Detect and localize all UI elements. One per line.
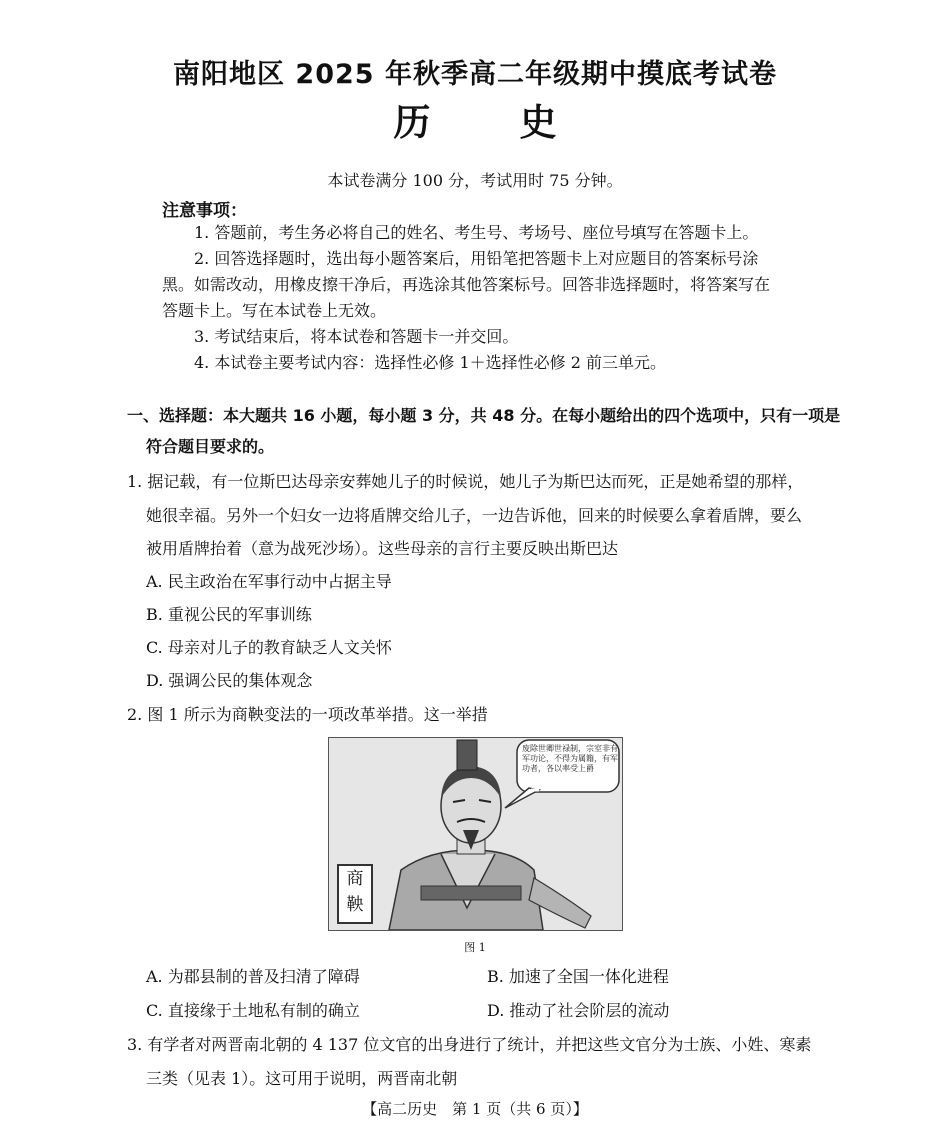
notice-item-1: 1. 答题前，考生务必将自己的姓名、考生号、考场号、座位号填写在答题卡上。: [194, 223, 759, 242]
q3-line-1: 3. 有学者对两晋南北朝的 4 137 位文官的出身进行了统计，并把这些文官分为士族、小姓、寒素: [127, 1035, 812, 1054]
figure-caption: 图 1: [464, 941, 486, 954]
q1-option-b: B. 重视公民的军事训练: [146, 605, 312, 624]
q2-stem: 2. 图 1 所示为商鞅变法的一项改革举措。这一举措: [127, 705, 488, 724]
q3-line-2: 三类（见表 1）。这可用于说明，两晋南北朝: [146, 1069, 458, 1088]
subject-char-2: 史: [519, 101, 557, 144]
seal-char-2: 鞅: [346, 895, 364, 915]
q1-line-2: 她很幸福。另外一个妇女一边将盾牌交给儿子，一边告诉他，回来的时候要么拿着盾牌，要么: [146, 506, 803, 525]
page-footer: 【高二历史 第 1 页（共 6 页）】: [362, 1100, 588, 1118]
exam-intro: 本试卷满分 100 分，考试用时 75 分钟。: [327, 171, 623, 190]
q1-line-1: 1. 据记载，有一位斯巴达母亲安葬她儿子的时候说，她儿子为斯巴达而死，正是她希望的那样，: [127, 472, 804, 491]
q1-option-a: A. 民主政治在军事行动中占据主导: [146, 572, 392, 591]
q1-line-3: 被用盾牌抬着（意为战死沙场）。这些母亲的言行主要反映出斯巴达: [146, 539, 619, 558]
q2-option-d: D. 推动了社会阶层的流动: [487, 1001, 670, 1020]
seal-char-1: 商: [346, 869, 364, 889]
notice-item-2: 2. 回答选择题时，选出每小题答案后，用铅笔把答题卡上对应题目的答案标号涂: [194, 249, 759, 268]
name-seal: [337, 864, 373, 924]
notice-heading: 注意事项：: [162, 201, 247, 221]
exam-title: 南阳地区 2025 年秋季高二年级期中摸底考试卷: [173, 59, 777, 90]
notice-item-3: 3. 考试结束后，将本试卷和答题卡一并交回。: [194, 327, 519, 346]
notice-item-2-cont2: 答题卡上。写在本试卷上无效。: [162, 301, 387, 320]
section-heading: 一、选择题：本大题共 16 小题，每小题 3 分，共 48 分。在每小题给出的四个选项中，只有一项是: [127, 406, 841, 425]
q1-option-c: C. 母亲对儿子的教育缺乏人文关怀: [146, 638, 392, 657]
section-heading-cont: 符合题目要求的。: [146, 437, 275, 456]
subject-char-1: 历: [393, 101, 431, 144]
speech-bubble-text: 废除世卿世禄制，宗室非有军功论，不得为属籍，有军功者，各以率受上爵: [522, 744, 618, 773]
subject-heading: [0, 92, 950, 146]
shang-yang-illustration: [328, 737, 623, 931]
notice-item-4: 4. 本试卷主要考试内容：选择性必修 1＋选择性必修 2 前三单元。: [194, 353, 666, 372]
q1-option-d: D. 强调公民的集体观念: [146, 671, 313, 690]
q2-option-c: C. 直接缘于土地私有制的确立: [146, 1001, 360, 1020]
q2-option-b: B. 加速了全国一体化进程: [487, 967, 669, 986]
notice-item-2-cont: 黑。如需改动，用橡皮擦干净后，再选涂其他答案标号。回答非选择题时，将答案写在: [162, 275, 771, 294]
q2-option-a: A. 为郡县制的普及扫清了障碍: [146, 967, 360, 986]
